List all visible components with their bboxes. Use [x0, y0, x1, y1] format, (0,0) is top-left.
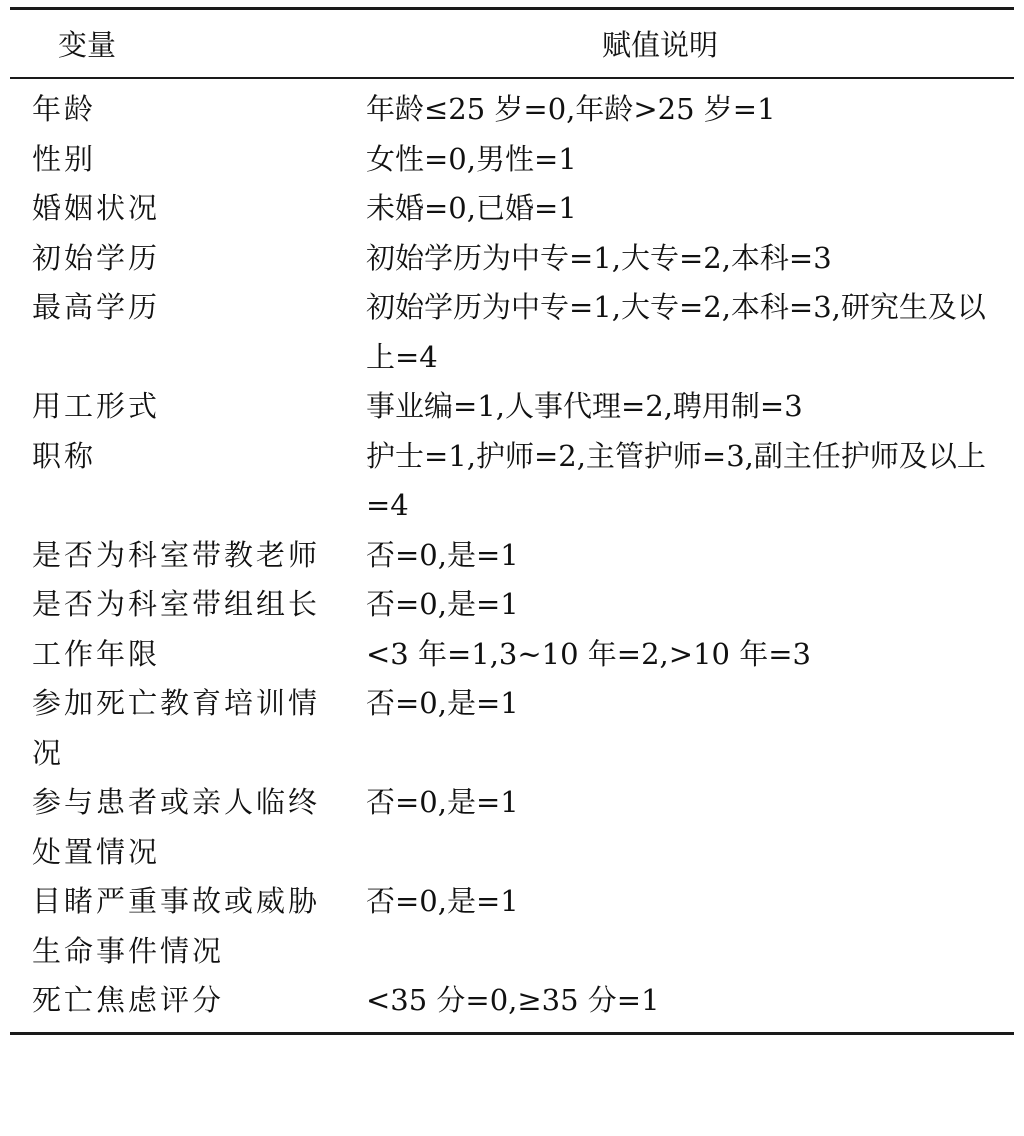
- variable-cell: 职称: [32, 438, 97, 473]
- assignment-cell: 否=0,是=1: [366, 686, 519, 720]
- variable-cell: 是否为科室带教老师: [32, 537, 321, 572]
- variable-cell: 最高学历: [32, 290, 161, 324]
- variable-cell: 死亡焦虑评分: [32, 983, 225, 1017]
- assignment-cell: 否=0,是=1: [366, 537, 519, 572]
- variable-cell: 参与患者或亲人临终处置情况: [32, 785, 321, 869]
- table-row: [10, 679, 1014, 778]
- table-row: [10, 778, 1014, 877]
- variable-cell: 性别: [32, 141, 97, 176]
- table-row: [10, 877, 1014, 976]
- assignment-cell: 未婚=0,已婚=1: [366, 191, 577, 225]
- variable-assignment-table: [10, 7, 1014, 1035]
- variable-cell: 婚姻状况: [32, 191, 161, 225]
- table-row: [10, 976, 1014, 1026]
- assignment-cell: 初始学历为中专=1,大专=2,本科=3: [366, 240, 832, 275]
- variable-cell: 初始学历: [32, 240, 161, 275]
- table-row: [10, 580, 1014, 630]
- table-header-row: [10, 10, 1014, 77]
- variable-cell: 是否为科室带组组长: [32, 587, 321, 621]
- table-row: [10, 135, 1014, 185]
- assignment-cell: 女性=0,男性=1: [366, 141, 577, 176]
- table-row: [10, 283, 1014, 382]
- variable-cell: 目睹严重事故或威胁生命事件情况: [32, 884, 321, 968]
- header-variable: 变量: [58, 28, 117, 62]
- variable-cell: 年龄: [32, 92, 97, 126]
- assignment-cell: 否=0,是=1: [366, 785, 519, 819]
- table-row: [10, 432, 1014, 531]
- assignment-cell: 护士=1,护师=2,主管护师=3,副主任护师及以上=4: [366, 438, 986, 522]
- variable-cell: 工作年限: [32, 636, 161, 671]
- assignment-cell: 否=0,是=1: [366, 587, 519, 621]
- table-row: [10, 531, 1014, 581]
- variable-cell: 用工形式: [32, 389, 161, 423]
- assignment-cell: 事业编=1,人事代理=2,聘用制=3: [366, 389, 803, 423]
- assignment-cell: 否=0,是=1: [366, 884, 519, 918]
- table-row: [10, 630, 1014, 680]
- table-row: [10, 85, 1014, 135]
- table-body: [10, 79, 1014, 1032]
- header-assignment: 赋值说明: [601, 28, 718, 62]
- bottom-rule: [10, 1032, 1014, 1035]
- assignment-cell: <3 年=1,3~10 年=2,>10 年=3: [366, 636, 811, 671]
- table-row: [10, 382, 1014, 432]
- assignment-cell: 初始学历为中专=1,大专=2,本科=3,研究生及以上=4: [366, 290, 986, 374]
- variable-cell: 参加死亡教育培训情况: [32, 686, 321, 770]
- assignment-cell: 年龄≤25 岁=0,年龄>25 岁=1: [366, 92, 776, 126]
- assignment-cell: <35 分=0,≥35 分=1: [366, 983, 660, 1017]
- table-row: [10, 234, 1014, 284]
- table-row: [10, 184, 1014, 234]
